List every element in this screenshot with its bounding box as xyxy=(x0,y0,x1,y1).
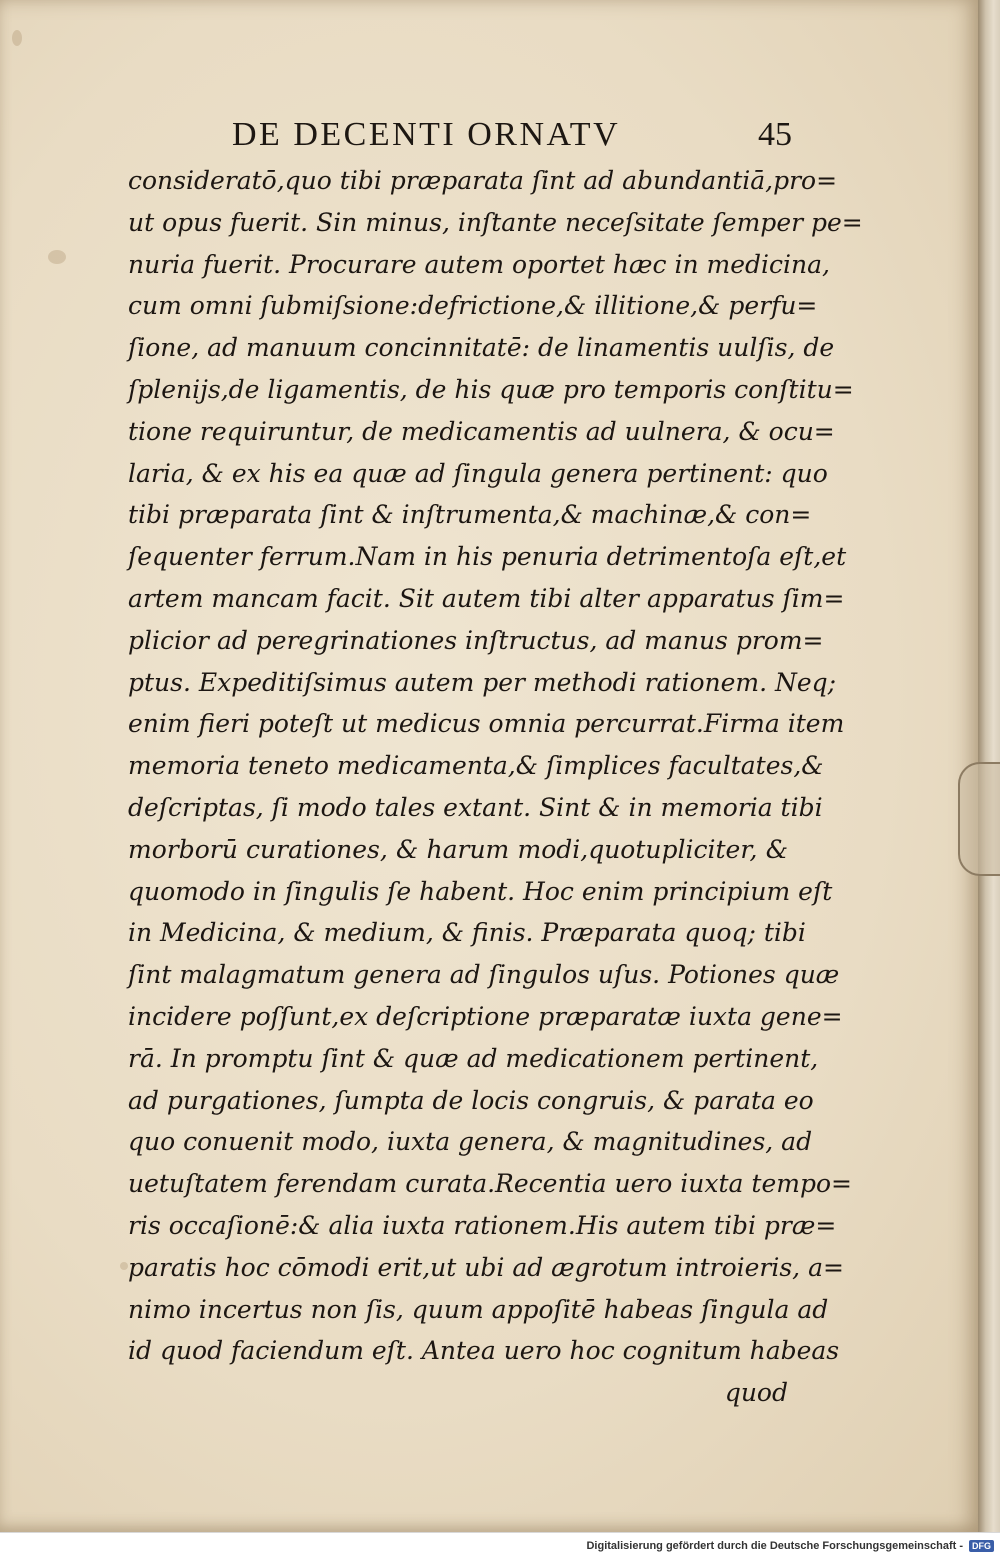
text-line: nimo incertus non ſis, quum appoſitē habeas ſingula ad xyxy=(128,1294,829,1324)
text-line: ſequenter ferrum.Nam in his penuria detrimentoſa eſt,et xyxy=(128,542,847,572)
foxing-stain xyxy=(48,250,66,264)
text-line: consideratō,quo tibi præparata ſint ad abundantiā,pro= xyxy=(128,166,838,195)
text-line: ris occaſionē:& alia iuxta rationem.His autem tibi præ= xyxy=(128,1210,837,1240)
catchword: quod xyxy=(724,1378,788,1408)
text-line: in Medicina, & medium, & finis. Præparata quoq; tibi xyxy=(128,918,806,948)
text-line: deſcriptas, ſi modo tales extant. Sint & in memoria tibi xyxy=(128,792,823,822)
text-line: artem mancam facit. Sit autem tibi alter apparatus ſim= xyxy=(128,583,845,613)
text-line: quo conuenit modo, iuxta genera, & magnitudines, ad xyxy=(128,1127,813,1157)
page-header xyxy=(232,116,792,164)
text-line: memoria teneto medicamenta,& ſimplices facultates,& xyxy=(128,751,824,781)
text-line: incidere poſſunt,ex deſcriptione præparatæ iuxta gene= xyxy=(128,1001,843,1031)
text-line: id quod faciendum eſt. Antea uero hoc cognitum habeas xyxy=(128,1336,840,1366)
body-text xyxy=(128,160,863,1414)
text-line: ptus. Expeditiſsimus autem per methodi rationem. Neq; xyxy=(128,667,837,697)
text-line: ſint malagmatum genera ad ſingulos uſus. Potiones quæ xyxy=(128,960,840,990)
book-clasp xyxy=(958,762,1000,876)
running-head: DE DECENTI ORNATV xyxy=(232,116,621,153)
text-line: ſione, ad manuum concinnitatē: de linamentis uulſis, de xyxy=(128,333,835,363)
foxing-stain xyxy=(120,1262,128,1270)
text-line: ad purgationes, ſumpta de locis congruis, & parata eo xyxy=(128,1085,814,1115)
text-line: tione requiruntur, de medicamentis ad uulnera, & ocu= xyxy=(128,416,835,446)
text-line: paratis hoc cōmodi erit,ut ubi ad ægrotum introieris, a= xyxy=(128,1252,844,1282)
text-line: rā. In promptu ſint & quæ ad medicationem pertinent, xyxy=(128,1043,819,1073)
text-line: uetuſtatem ferendam curata.Recentia uero iuxta tempo= xyxy=(128,1169,852,1199)
text-line: enim fieri poteſt ut medicus omnia percurrat.Firma item xyxy=(128,709,845,739)
text-line: laria, & ex his ea quæ ad ſingula genera pertinent: quo xyxy=(128,458,828,488)
text-line: ſplenijs,de ligamentis, de his quæ pro temporis conſtitu= xyxy=(128,374,854,404)
foxing-stain xyxy=(12,30,22,46)
dfg-logo: DFG xyxy=(969,1540,994,1552)
text-line: quomodo in ſingulis ſe habent. Hoc enim principium eſt xyxy=(128,876,833,906)
text-line: tibi præparata ſint & inſtrumenta,& machinæ,& con= xyxy=(128,500,812,530)
digitization-footer xyxy=(0,1532,1000,1558)
text-line: ut opus fuerit. Sin minus, inſtante neceſsitate ſemper pe= xyxy=(128,207,863,237)
page-number: 45 xyxy=(758,116,792,153)
text-line: cum omni ſubmiſsione:defrictione,& illitione,& perfu= xyxy=(128,291,818,321)
text-line: morborū curationes, & harum modi,quotupliciter, & xyxy=(128,834,788,864)
footer-credit: Digitalisierung gefördert durch die Deutsche Forschungsgemeinschaft - xyxy=(586,1539,963,1552)
text-line: plicior ad peregrinationes inſtructus, ad manus prom= xyxy=(128,625,824,655)
text-line: nuria fuerit. Procurare autem oportet hæc in medicina, xyxy=(128,249,830,279)
